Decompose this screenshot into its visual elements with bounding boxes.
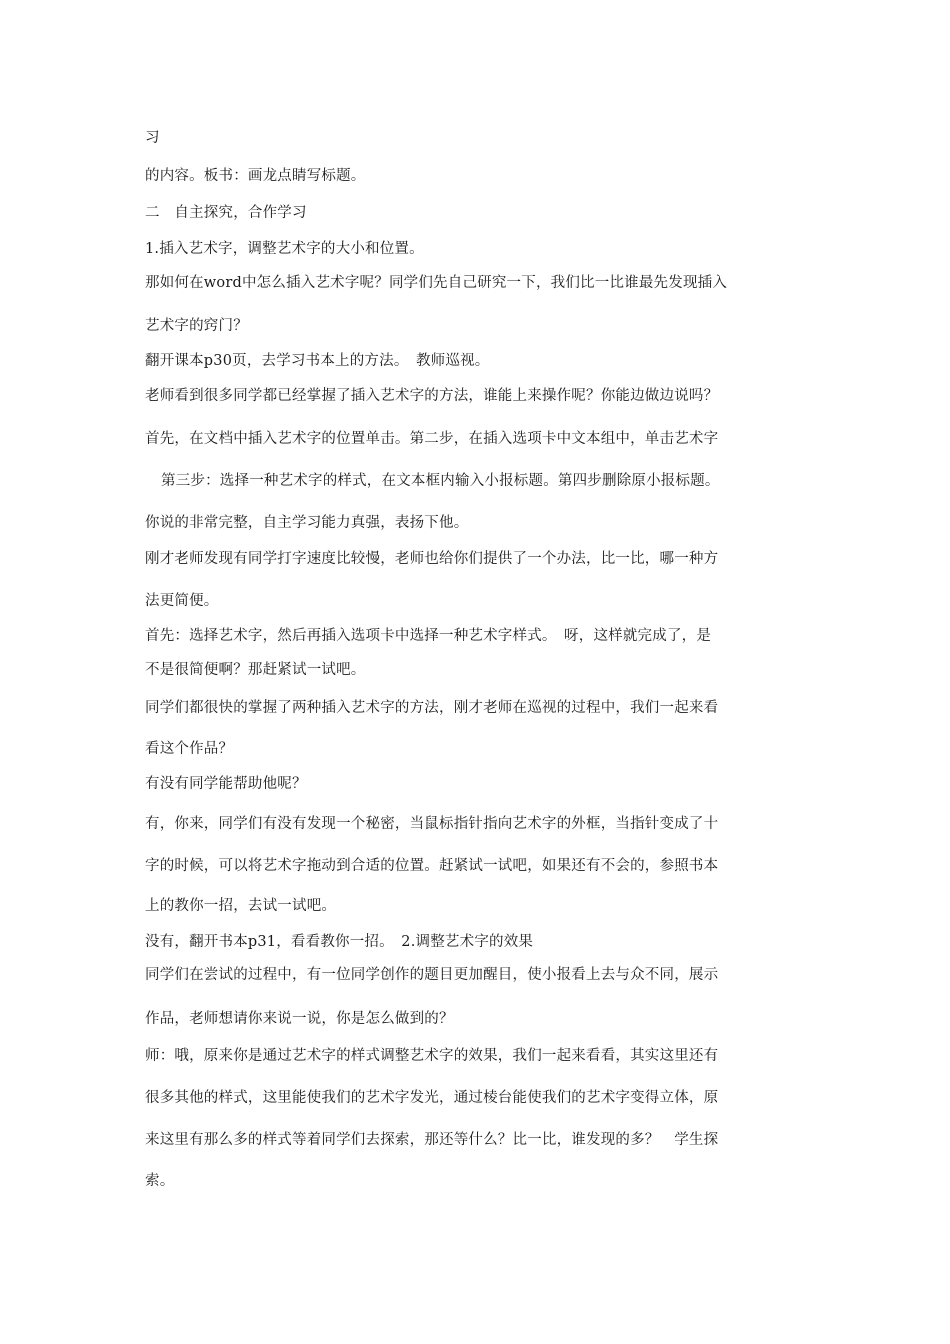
text-line: 同学们都很快的掌握了两种插入艺术字的方法，刚才老师在巡视的过程中，我们一起来看 <box>145 700 719 716</box>
text-line: 第三步：选择一种艺术字的样式，在文本框内输入小报标题。第四步删除原小报标题。 <box>161 473 720 489</box>
text-line: 索。 <box>145 1173 175 1189</box>
section-heading: 二 自主探究，合作学习 <box>145 205 307 221</box>
text-line: 首先：选择艺术字，然后再插入选项卡中选择一种艺术字样式。 呀，这样就完成了，是 <box>145 628 712 644</box>
text-line: 那如何在word中怎么插入艺术字呢？同学们先自己研究一下，我们比一比谁最先发现插入 <box>145 275 728 291</box>
text-line: 有，你来，同学们有没有发现一个秘密，当鼠标指针指向艺术字的外框，当指针变成了十 <box>145 816 719 832</box>
text-line: 法更简便。 <box>145 593 219 609</box>
text-line: 来这里有那么多的样式等着同学们去探索，那还等什么？比一比，谁发现的多？ 学生探 <box>145 1132 719 1148</box>
text-line: 的内容。板书：画龙点睛写标题。 <box>145 168 366 184</box>
text-line: 同学们在尝试的过程中，有一位同学创作的题目更加醒目，使小报看上去与众不同，展示 <box>145 967 719 983</box>
text-line: 师：哦，原来你是通过艺术字的样式调整艺术字的效果，我们一起来看看，其实这里还有 <box>145 1048 719 1064</box>
text-line: 翻开课本p30页，去学习书本上的方法。 教师巡视。 <box>145 353 490 369</box>
text-line: 老师看到很多同学都已经掌握了插入艺术字的方法，谁能上来操作呢？你能边做边说吗？ <box>145 388 719 404</box>
text-line: 艺术字的窍门？ <box>145 318 248 334</box>
text-line: 很多其他的样式，这里能使我们的艺术字发光，通过棱台能使我们的艺术字变得立体，原 <box>145 1090 719 1106</box>
text-line: 作品，老师想请你来说一说，你是怎么做到的？ <box>145 1011 454 1027</box>
text-line: 看这个作品？ <box>145 741 234 757</box>
text-line: 字的时候，可以将艺术字拖动到合适的位置。赶紧试一试吧，如果还有不会的，参照书本 <box>145 858 719 874</box>
text-line: 没有，翻开书本p31，看看教你一招。 2.调整艺术字的效果 <box>145 934 534 950</box>
text-line: 上的教你一招，去试一试吧。 <box>145 898 337 914</box>
text-line: 习 <box>145 130 160 146</box>
text-line: 不是很简便啊？那赶紧试一试吧。 <box>145 662 366 678</box>
text-line: 首先，在文档中插入艺术字的位置单击。第二步，在插入选项卡中文本组中，单击艺术字 <box>145 431 719 447</box>
text-line: 刚才老师发现有同学打字速度比较慢，老师也给你们提供了一个办法，比一比，哪一种方 <box>145 551 719 567</box>
text-line: 有没有同学能帮助他呢？ <box>145 776 307 792</box>
text-line: 你说的非常完整，自主学习能力真强，表扬下他。 <box>145 515 469 531</box>
subsection-heading: 1.插入艺术字，调整艺术字的大小和位置。 <box>145 241 424 257</box>
